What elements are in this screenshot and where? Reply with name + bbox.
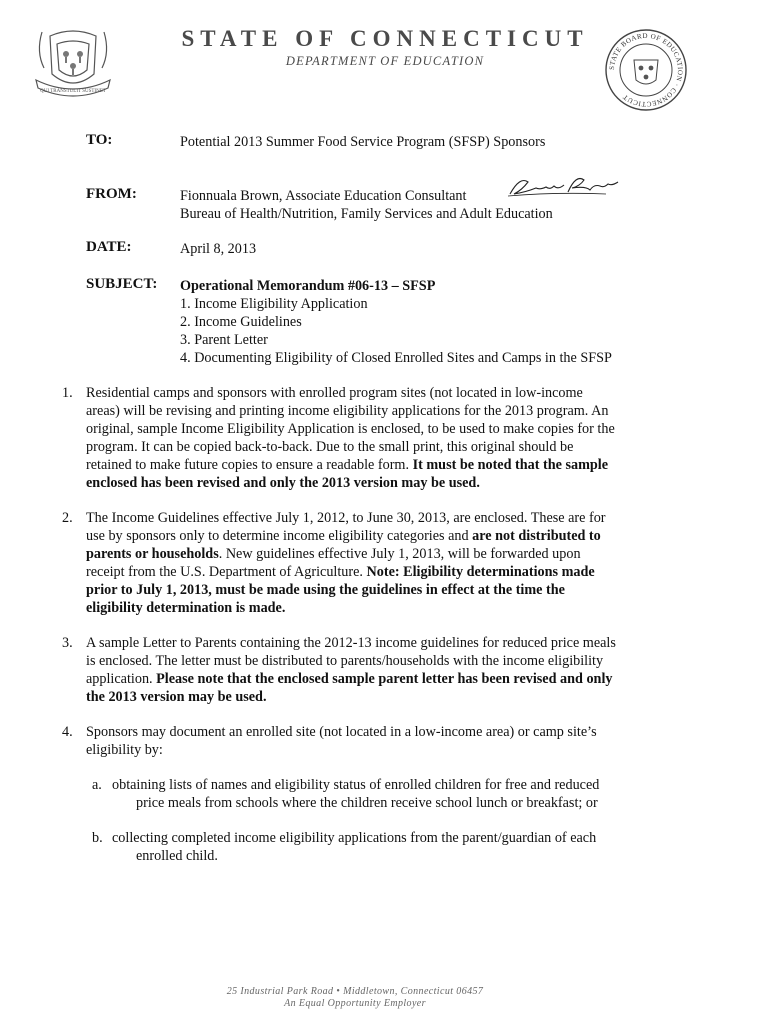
sub-item-letter: a. <box>92 777 102 793</box>
from-line-2: Bureau of Health/Nutrition, Family Services and Adult Education <box>180 206 553 222</box>
letterhead-department: DEPARTMENT OF EDUCATION <box>285 54 485 68</box>
date-label: DATE: <box>86 239 132 255</box>
handwritten-signature <box>506 172 626 200</box>
svg-text:QUI TRANSTULIT SUSTINET: QUI TRANSTULIT SUSTINET <box>40 89 106 94</box>
to-label: TO: <box>86 132 113 148</box>
subject-item: 2. Income Guidelines <box>180 314 302 330</box>
subject-title: Operational Memorandum #06-13 – SFSP <box>180 278 436 294</box>
paragraph-number: 4. <box>62 724 73 740</box>
paragraph-1: 1. Residential camps and sponsors with enrolled program sites (not located in low-income areas) will be revising and printing income eligibility applications for the 2013 program. An original, sample Income Eligibility Application is enclosed, to be used to make copies for the program. It can be copied back-to-back. Due to the small print, this original should be retained to make future copies to ensure a readable form. It must be noted that the sample enclosed has been revised and only the 2013 version may be used. <box>62 385 615 491</box>
footer-address: 25 Industrial Park Road • Middletown, Connecticut 06457 <box>226 986 484 997</box>
sub-item-a: a. obtaining lists of names and eligibility status of enrolled children for free and reduced price meals from schools where the children receive school lunch or breakfast; or <box>92 777 600 811</box>
from-label: FROM: <box>86 186 137 202</box>
paragraph-number: 2. <box>62 510 73 526</box>
sub-item-b: b. collecting completed income eligibility applications from the parent/guardian of each enrolled child. <box>92 830 597 864</box>
paragraph-number: 3. <box>62 635 73 651</box>
board-of-education-seal-icon <box>604 28 688 112</box>
paragraph-number: 1. <box>62 385 73 401</box>
subject-item: 4. Documenting Eligibility of Closed Enrolled Sites and Camps in the SFSP <box>180 350 612 366</box>
to-value: Potential 2013 Summer Food Service Program (SFSP) Sponsors <box>180 134 546 150</box>
subject-item: 1. Income Eligibility Application <box>180 296 368 312</box>
subject-label: SUBJECT: <box>86 276 158 292</box>
subject-item: 3. Parent Letter <box>180 332 268 348</box>
paragraph-3: 3. A sample Letter to Parents containing the 2012-13 income guidelines for reduced price meals is enclosed. The letter must be distributed to parents/households with the income eligibility application. Please note that the enclosed sample parent letter has been revised and only the 2013 version may be used. <box>62 635 616 705</box>
from-line-1: Fionnuala Brown, Associate Education Consultant <box>180 188 467 204</box>
letterhead-state-title: STATE OF CONNECTICUT <box>181 26 589 51</box>
paragraph-4: 4. Sponsors may document an enrolled site (not located in a low-income area) or camp site’s eligibility by: <box>62 724 597 758</box>
svg-text:STATE BOARD OF EDUCATION · CON: STATE BOARD OF EDUCATION · CONNECTICUT <box>607 31 685 109</box>
sub-item-letter: b. <box>92 830 103 846</box>
date-value: April 8, 2013 <box>180 241 257 257</box>
footer-tagline: An Equal Opportunity Employer <box>284 998 426 1009</box>
paragraph-2: 2. The Income Guidelines effective July 1, 2012, to June 30, 2013, are enclosed. These are for use by sponsors only to determine income eligibility categories and are not distributed to parents or households. New guidelines effective July 1, 2013, will be forwarded upon receipt from the U.S. Department of Agriculture. Note: Eligibility determinations made prior to July 1, 2013, must be made using the guidelines in effect at the time the eligibility determination is made. <box>62 510 606 616</box>
